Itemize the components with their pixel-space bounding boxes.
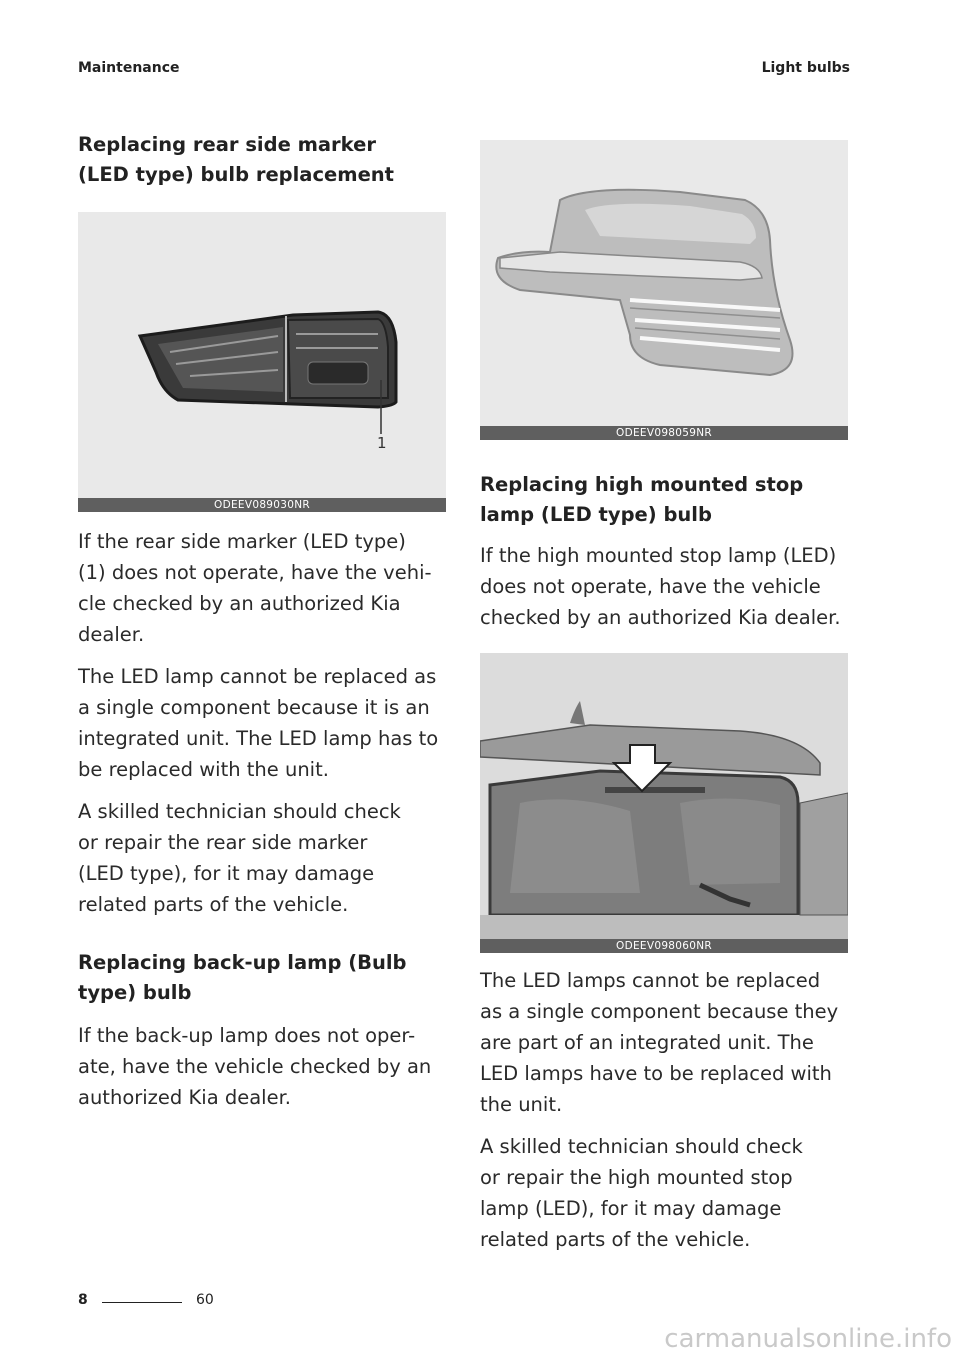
tail-lamp-illustration xyxy=(78,212,446,512)
watermark: carmanualsonline.info xyxy=(664,1324,952,1354)
heading-back-up-lamp: Replacing back-up lamp (Bulb type) bulb xyxy=(78,951,407,1004)
figure-code: ODEEV089030NR xyxy=(78,498,446,512)
paragraph: If the back-up lamp does not oper-ate, have the vehicle checked by an authorized Kia dealer. xyxy=(78,1024,432,1109)
section-number: 8 xyxy=(78,1292,88,1308)
header-topic: Light bulbs xyxy=(761,60,850,76)
right-column xyxy=(480,140,848,1266)
figure-high-mounted-stop-lamp xyxy=(480,653,848,953)
paragraph: A skilled technician should check or repair the rear side marker (LED type), for it may damage related parts of the vehicle. xyxy=(78,800,401,916)
paragraph: A skilled technician should check or repair the high mounted stop lamp (LED), for it may damage related parts of the vehicle. xyxy=(480,1135,803,1251)
figure-code: ODEEV098059NR xyxy=(480,426,848,440)
side-marker-illustration xyxy=(480,140,848,440)
footer-divider xyxy=(102,1302,182,1303)
figure-side-marker-lamp xyxy=(480,140,848,440)
figure-code: ODEEV098060NR xyxy=(480,939,848,953)
rear-window-illustration xyxy=(480,653,848,953)
left-column xyxy=(78,130,446,1124)
paragraph: If the rear side marker (LED type) (1) does not operate, have the vehi-cle checked by an authorized Kia dealer. xyxy=(78,530,432,646)
figure-rear-side-marker xyxy=(78,212,446,512)
heading-high-mounted-stop-lamp: Replacing high mounted stop lamp (LED type) bulb xyxy=(480,473,804,526)
paragraph: The LED lamps cannot be replaced as a single component because they are part of an integrated unit. The LED lamps have to be replaced with the unit. xyxy=(480,969,839,1116)
callout-1: 1 xyxy=(377,434,387,452)
header-section: Maintenance xyxy=(78,60,180,76)
paragraph: The LED lamp cannot be replaced as a single component because it is an integrated unit. The LED lamp has to be replaced with the unit. xyxy=(78,665,439,781)
heading-rear-side-marker: Replacing rear side marker (LED type) bulb replacement xyxy=(78,133,394,186)
page-number: 60 xyxy=(196,1292,214,1308)
paragraph: If the high mounted stop lamp (LED) does not operate, have the vehicle checked by an authorized Kia dealer. xyxy=(480,544,841,629)
